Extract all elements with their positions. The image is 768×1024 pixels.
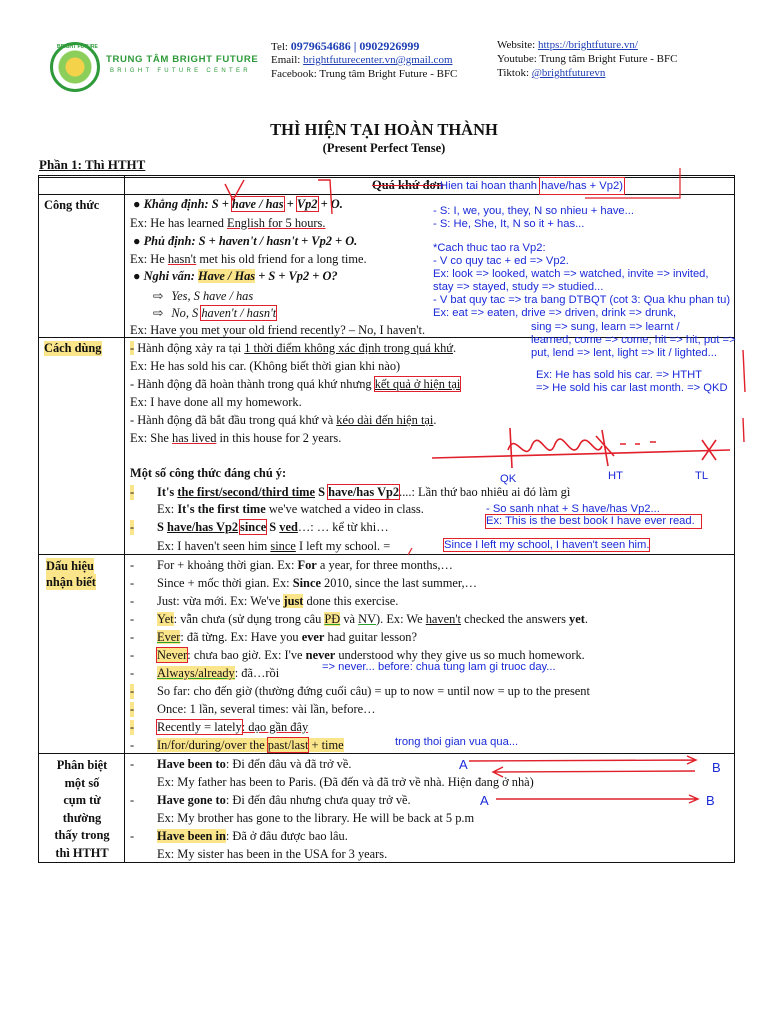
nv-suffix: + S + Vp2 + O? xyxy=(258,269,338,283)
doc-subtitle: (Present Perfect Tense) xyxy=(322,141,446,155)
ex-pd-b: hasn't xyxy=(167,252,197,266)
ex-kd-b: English for 5 hours. xyxy=(227,216,326,230)
note-vp2-heading: *Cach thuc tao ra Vp2: xyxy=(433,242,546,254)
special-formulas-heading: Một số công thức đáng chú ý: xyxy=(130,466,287,480)
s5-c: ever xyxy=(301,630,325,644)
usage-1-b: 1 thời điểm không xác định trong quá khứ xyxy=(244,341,453,355)
s6-d: understood why they give us so much homework. xyxy=(335,648,585,662)
f2-d: S xyxy=(266,520,280,534)
f1-d: have/has Vp2 xyxy=(328,485,400,499)
note-regular-ex1: Ex: look => looked, watch => watched, invite => invited, xyxy=(433,268,709,280)
p2-a: Have gone to xyxy=(157,793,226,807)
example-nv: Ex: Have you met your old friend recently? – No, I haven't. xyxy=(130,323,426,337)
label-pb-5: thấy trong xyxy=(54,828,110,842)
usage-1-c: . xyxy=(453,341,457,355)
f1-b: the first/second/third time xyxy=(177,485,315,499)
s5-a: Ever xyxy=(157,630,181,644)
vertical-marks xyxy=(743,350,745,442)
nv-have-has: Have / Has xyxy=(197,269,256,283)
label-a2: A xyxy=(480,793,489,808)
note-superlative: - So sanh nhat + S have/has Vp2... xyxy=(486,503,660,515)
tel-value: 0979654686 | 0902926999 xyxy=(290,39,420,53)
note-irregular-ex3: learned, come => come, hit => hit, put => xyxy=(531,334,736,346)
s4-h: checked the answers xyxy=(461,612,570,626)
s4-a: Yet xyxy=(157,612,174,626)
signal-dash: - xyxy=(130,684,135,698)
f1-e: ....: Lần thứ bao nhiêu ai đó làm gì xyxy=(399,485,571,499)
note-irregular-ex4: put, lend => lent, light => lit / lighted... xyxy=(531,347,717,359)
s4-e: NV xyxy=(358,612,377,626)
signal-dash: - xyxy=(130,612,135,626)
s2-b: Since xyxy=(292,576,321,590)
kd-suffix: + O. xyxy=(320,197,343,211)
logo-ring-text: BRIGHT FUTURE xyxy=(57,44,98,50)
s10-b: : dạo gần đây xyxy=(241,720,309,734)
label-dau-hieu-2: nhận biết xyxy=(46,575,96,589)
s11-a: In/for/during/over the xyxy=(157,738,268,752)
phrase-been-in-example: Ex: My sister has been in the USA for 3 years. xyxy=(157,847,388,861)
label-pb-6: thì HTHT xyxy=(55,845,109,860)
phrase-been-to-example: Ex: My father has been to Paris. (Đã đến và đã trở về nhà. Hiện đang ở nhà) xyxy=(157,775,534,789)
pd-havent: haven't / hasn't xyxy=(218,234,299,248)
note-subject-have: - S: I, we, you, they, N so nhieu + have... xyxy=(433,205,634,217)
s11-b: past/last xyxy=(267,738,309,752)
timeline-label-ht: HT xyxy=(608,470,623,482)
usage-2-example: Ex: I have done all my homework. xyxy=(130,395,302,409)
f2-c: since xyxy=(240,520,267,534)
note-ht-a: Hien tai hoan thanh xyxy=(440,180,541,192)
usage-3-b: kéo dài đến hiện tại xyxy=(336,413,434,427)
note-never-before: => never... before: chua tung lam gi truoc day... xyxy=(322,661,556,673)
s6-c: never xyxy=(305,648,336,662)
f1-c: S xyxy=(314,485,329,499)
usage-3-ex-b: has lived xyxy=(172,431,217,445)
s7-b: : đã…rồi xyxy=(234,666,280,680)
special-dash-2: - xyxy=(130,520,135,534)
f2-a: S xyxy=(157,520,167,534)
f1-a: It's xyxy=(157,485,178,499)
label-dau-hieu-1: Dấu hiệu xyxy=(46,559,94,573)
s5-b: : đã từng. Ex: Have you xyxy=(180,630,302,644)
s11-c: + time xyxy=(308,738,344,752)
s1-a: For + khoảng thời gian. Ex: xyxy=(157,558,298,572)
row-label-cong-thuc: Công thức xyxy=(44,198,100,212)
signal-dash: - xyxy=(130,702,135,716)
label-a1: A xyxy=(459,757,468,772)
s6-a: Never xyxy=(157,648,188,662)
special-dash-1: - xyxy=(130,485,135,499)
f2-b: have/has Vp2 xyxy=(167,520,239,534)
ex-pd-a: Ex: He xyxy=(130,252,168,266)
tiktok-link[interactable]: @brightfuturevn xyxy=(531,67,606,79)
p2-b: : Đi đến đâu nhưng chưa quay trở về. xyxy=(225,793,411,807)
signal-dash: - xyxy=(130,648,135,662)
arrow-down-mark xyxy=(225,180,244,200)
usage-3-c: . xyxy=(433,413,437,427)
note-irregular-ex1: Ex: eat => eaten, drive => driven, drink => drunk, xyxy=(433,307,677,319)
s4-i: yet xyxy=(569,612,585,626)
arrow-icon: ⇨ xyxy=(153,289,164,303)
ex-kd-a: Ex: He has learned xyxy=(130,216,228,230)
note-since-text: Since I left my school, I haven't seen him. xyxy=(444,539,650,551)
s3-c: done this exercise. xyxy=(303,594,399,608)
tiktok-label: Tiktok: xyxy=(497,67,530,79)
no-text-b: haven't / hasn't xyxy=(201,306,277,320)
s2-c: 2010, since the last summer,… xyxy=(320,576,478,590)
center-name: TRUNG TÂM BRIGHT FUTURE xyxy=(106,54,259,65)
s1-b: For xyxy=(297,558,317,572)
note-regular: - V co quy tac + ed => Vp2. xyxy=(433,255,569,267)
p1-a: Have been to xyxy=(157,757,226,771)
contact-facebook: Facebook: Trung tâm Bright Future - BFC xyxy=(271,68,458,80)
s4-d: và xyxy=(340,612,359,626)
connector-box xyxy=(585,168,680,198)
usage-1-a: Hành động xảy ra tại xyxy=(134,341,245,355)
arrow-icon: ⇨ xyxy=(153,306,164,320)
signal-dash: - xyxy=(130,594,135,608)
f1-ex-a: Ex: xyxy=(157,502,178,516)
doc-title: THÌ HIỆN TẠI HOÀN THÀNH xyxy=(270,120,498,139)
website-link[interactable]: https://brightfuture.vn/ xyxy=(537,39,638,51)
underline-mark xyxy=(408,548,412,555)
signal-dash: - xyxy=(130,666,135,680)
email-link[interactable]: brightfuturecenter.vn@gmail.com xyxy=(303,54,453,66)
yes-text: Yes, S have / has xyxy=(171,289,254,303)
s5-d: had guitar lesson? xyxy=(324,630,417,644)
no-text-a: No, S xyxy=(171,306,202,320)
note-qkd-example: => He sold his car last month. => QKD xyxy=(536,382,728,394)
bracket-mark xyxy=(318,180,332,214)
phrase-gone-to-example: Ex: My brother has gone to the library. He will be back at 5 p.m xyxy=(157,811,475,825)
signal-dash: - xyxy=(130,576,135,590)
usage-3-ex-c: in this house for 2 years. xyxy=(216,431,342,445)
signal-dash: - xyxy=(130,630,135,644)
f2-ex-c: I left my school. = xyxy=(295,539,391,553)
signal-dash: - xyxy=(130,558,135,572)
ex-pd-c: met his old friend for a long time. xyxy=(196,252,367,266)
f2-f: …: … kể từ khi… xyxy=(297,520,389,534)
s4-b: : vẫn chưa (sử dụng trong câu xyxy=(173,612,325,626)
s6-b: : chưa bao giờ. Ex: I've xyxy=(187,648,306,662)
center-sub: BRIGHT FUTURE CENTER xyxy=(110,68,251,74)
note-superlative-example: Ex: This is the best book I have ever read. xyxy=(486,515,701,528)
label-pb-4: thường xyxy=(62,810,102,825)
s4-g: haven't xyxy=(425,612,461,626)
s1-c: a year, for three months,… xyxy=(316,558,453,572)
note-irregular: - V bat quy tac => tra bang DTBQT (cot 3: Qua khu phan tu) xyxy=(433,294,731,306)
note-recently-meaning: trong thoi gian vua qua... xyxy=(395,736,519,748)
pd-prefix: ● Phủ định: S + xyxy=(133,234,216,248)
tel-label: Tel: xyxy=(271,41,288,53)
phrase-dash: - xyxy=(130,793,135,807)
note-htht-example: Ex: He has sold his car. => HTHT xyxy=(536,369,703,381)
kd-vp2: Vp2 xyxy=(296,197,318,211)
usage-3-ex-a: Ex: She xyxy=(130,431,172,445)
s4-c: PĐ xyxy=(324,612,341,626)
label-pb-1: Phân biệt xyxy=(56,758,108,772)
timeline-label-qk: QK xyxy=(500,473,517,485)
kd-prefix: ● Khẳng định: S + xyxy=(133,197,229,211)
label-pb-3: cụm từ xyxy=(63,793,101,807)
usage-dash: - xyxy=(130,341,135,355)
s4-f: ). Ex: We xyxy=(376,612,426,626)
signal-so-far: So far: cho đến giờ (thường đứng cuối câu) = up to now = until now = up to the present xyxy=(157,684,590,698)
note-ht-b: have/has + Vp2) xyxy=(541,180,623,192)
f1-ex-b: It's the first time xyxy=(177,502,266,516)
s3-b: just xyxy=(283,594,304,608)
signal-once: Once: 1 lần, several times: vài lần, before… xyxy=(157,702,376,716)
f2-e: ved xyxy=(279,520,298,534)
usage-3-a: - Hành động đã bắt đầu trong quá khứ và xyxy=(130,413,337,427)
col-header-qkd: Quá khứ đơn xyxy=(372,178,444,192)
s3-a: Just: vừa mới. Ex: We've xyxy=(157,594,284,608)
row-label-cach-dung: Cách dùng xyxy=(44,341,102,355)
label-b1: B xyxy=(712,760,721,775)
s4-j: . xyxy=(584,612,588,626)
nv-prefix: ● Nghi vấn: xyxy=(133,269,195,283)
usage-1-example: Ex: He has sold his car. (Không biết thời gian khi nào) xyxy=(130,359,401,373)
contact-youtube: Youtube: Trung tâm Bright Future - BFC xyxy=(497,53,678,65)
signal-dash: - xyxy=(130,720,135,734)
s7-a: Always/already xyxy=(157,666,235,680)
email-label: Email: xyxy=(271,54,301,66)
f1-ex-c: we've watched a video in class. xyxy=(265,502,424,516)
signal-dash: - xyxy=(130,738,135,752)
s10-a: Recently = lately xyxy=(157,720,242,734)
part-heading: Phần 1: Thì HTHT xyxy=(39,157,146,172)
p3-b: : Đã ở đâu được bao lâu. xyxy=(225,829,348,843)
s2-a: Since + mốc thời gian. Ex: xyxy=(157,576,293,590)
phrase-dash: - xyxy=(130,757,135,771)
note-regular-ex2: stay => stayed, study => studied... xyxy=(433,281,604,293)
p1-b: : Đi đến đâu và đã trở về. xyxy=(225,757,352,771)
label-pb-2: một số xyxy=(64,775,100,790)
pd-suffix: + Vp2 + O. xyxy=(301,234,358,248)
usage-2-a: - Hành động đã hoàn thành trong quá khứ nhưng xyxy=(130,377,375,391)
kd-plus: + xyxy=(286,197,294,211)
website-label: Website: xyxy=(497,39,536,51)
f2-ex-b: since xyxy=(270,539,296,553)
note-subject-has: - S: He, She, It, N so it + has... xyxy=(433,218,585,230)
timeline-label-tl: TL xyxy=(695,470,709,482)
p3-a: Have been in xyxy=(157,829,226,843)
usage-2-b: kết quả ở hiện tại xyxy=(374,377,461,391)
label-b2: B xyxy=(706,793,715,808)
note-irregular-ex2: sing => sung, learn => learnt / xyxy=(531,321,680,333)
phrase-dash: - xyxy=(130,829,135,843)
kd-have-has: have / has xyxy=(231,197,284,211)
f2-ex-a: Ex: I haven't seen him xyxy=(157,539,271,553)
